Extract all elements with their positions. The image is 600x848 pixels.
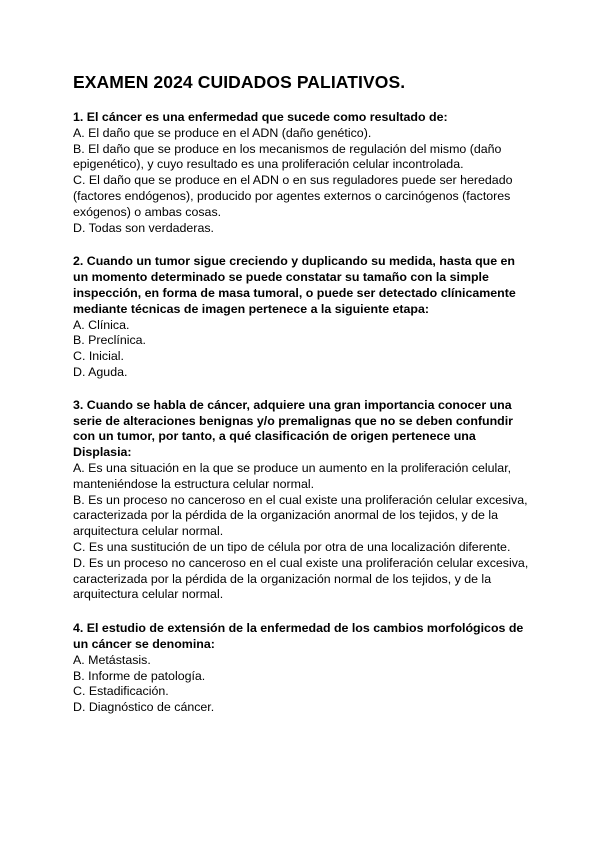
answer-option-d: D. Es un proceso no canceroso en el cual existe una proliferación celular excesiva, caracterizada por la pérdida de la organización normal de los tejidos, y de la arquitectura celular normal. bbox=[73, 555, 529, 602]
answer-option-c: C. Inicial. bbox=[73, 349, 124, 364]
question-3 bbox=[73, 398, 533, 603]
answer-option-a: A. Metástasis. bbox=[73, 652, 151, 667]
question-text: 2. Cuando un tumor sigue creciendo y duplicando su medida, hasta que en un momento determinado se puede constatar su tamaño con la simple inspección, en forma de masa tumoral, o puede ser detectado clínicamente mediante técnicas de imagen pertenece a la siguiente etapa: bbox=[73, 254, 516, 316]
answer-option-c: C. El daño que se produce en el ADN o en sus reguladores puede ser heredado (factores endógenos), producido por agentes externos o carcinógenos (factores exógenos) o ambas cosas. bbox=[73, 173, 513, 219]
answer-options bbox=[73, 653, 533, 716]
answer-option-c: C. Es una sustitución de un tipo de célula por otra de una localización diferente. bbox=[73, 539, 511, 554]
answer-option-d: D. Aguda. bbox=[73, 364, 128, 379]
answer-option-d: D. Todas son verdaderas. bbox=[73, 220, 214, 235]
answer-option-c: C. Estadificación. bbox=[73, 684, 169, 699]
answer-option-a: A. El daño que se produce en el ADN (daño genético). bbox=[73, 125, 372, 140]
question-4 bbox=[73, 621, 533, 716]
answer-option-b: B. Es un proceso no canceroso en el cual existe una proliferación celular excesiva, caracterizada por la pérdida de la organización anormal de los tejidos, y de la arquitectura celular normal. bbox=[73, 492, 528, 539]
answer-option-a: A. Clínica. bbox=[73, 317, 130, 332]
answer-options bbox=[73, 126, 533, 237]
question-text: 1. El cáncer es una enfermedad que sucede como resultado de: bbox=[73, 110, 448, 124]
question-text: 4. El estudio de extensión de la enfermedad de los cambios morfológicos de un cáncer se denomina: bbox=[73, 621, 524, 651]
answer-option-b: B. El daño que se produce en los mecanismos de regulación del mismo (daño epigenético), y cuyo resultado es una proliferación celular incontrolada. bbox=[73, 141, 502, 172]
question-1 bbox=[73, 110, 533, 236]
answer-option-a: A. Es una situación en la que se produce un aumento en la proliferación celular, manteniéndose la estructura celular normal. bbox=[73, 460, 512, 491]
answer-options bbox=[73, 318, 533, 381]
question-text: 3. Cuando se habla de cáncer, adquiere una gran importancia conocer una serie de alteraciones benignas y/o premalignas que no se deben confundir con un tumor, por tanto, a qué clasificación de origen pertenece una Displasia: bbox=[73, 397, 513, 460]
answer-options bbox=[73, 461, 533, 603]
question-2 bbox=[73, 254, 533, 380]
answer-option-b: B. Preclínica. bbox=[73, 333, 146, 348]
answer-option-b: B. Informe de patología. bbox=[73, 668, 206, 683]
answer-option-d: D. Diagnóstico de cáncer. bbox=[73, 700, 215, 715]
document-title: EXAMEN 2024 CUIDADOS PALIATIVOS. bbox=[73, 72, 406, 92]
document-page bbox=[73, 68, 533, 716]
